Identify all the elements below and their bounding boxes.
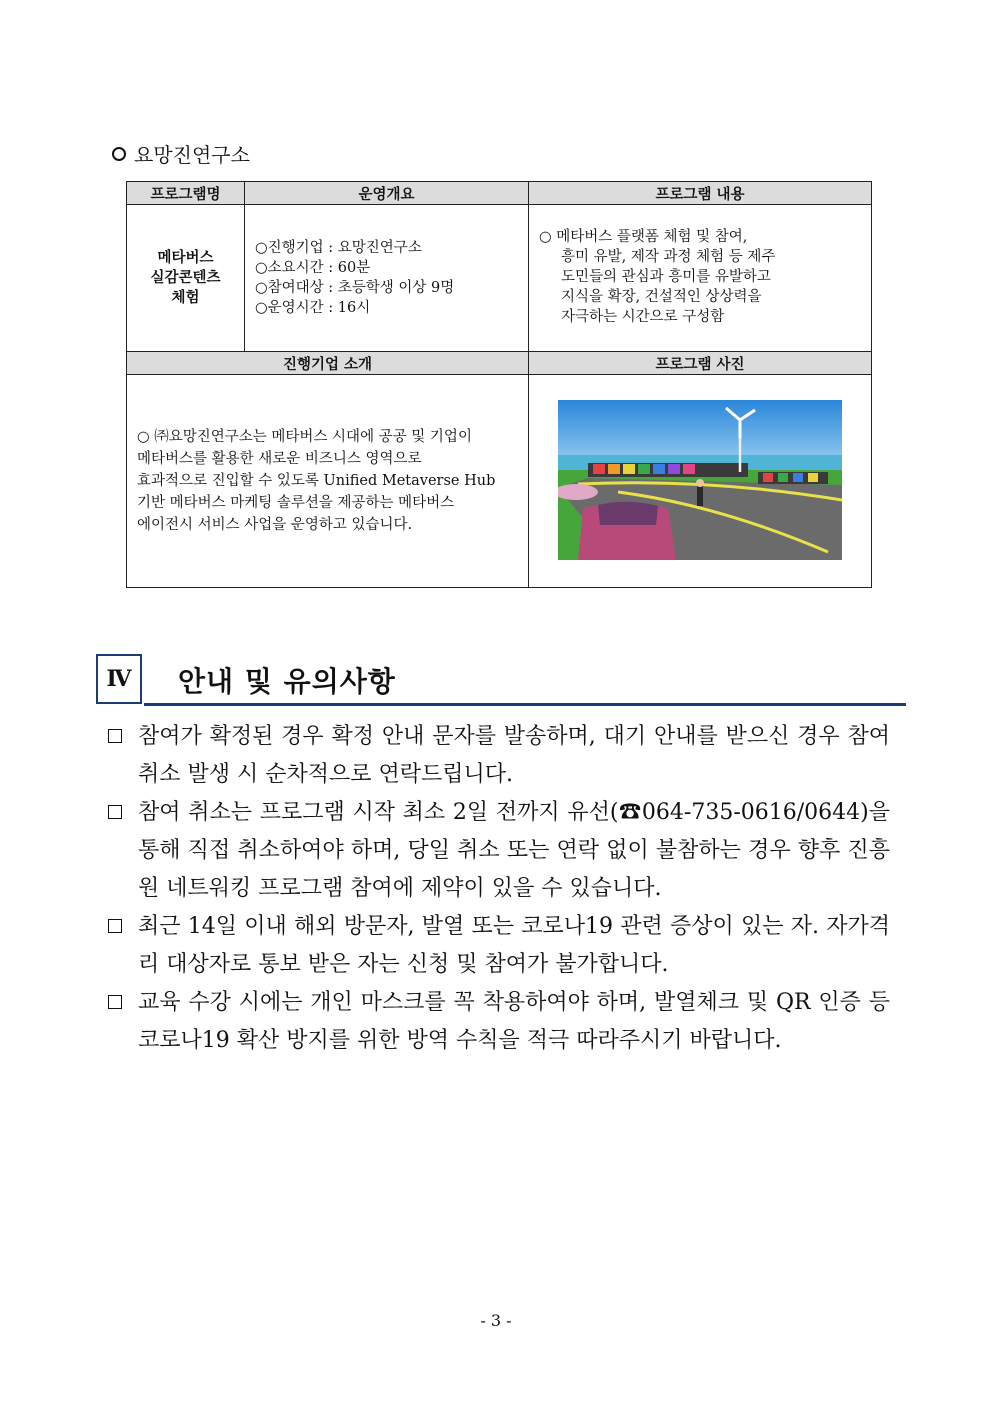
program-name-cell (127, 205, 245, 352)
intro-line: 에이전시 서비스 사업을 운영하고 있습니다. (137, 517, 413, 533)
content-line: 지식을 확장, 건설적인 상상력을 (561, 289, 762, 305)
sub-heading-title: 요망진연구소 (134, 143, 250, 167)
header-company-intro: 진행기업 소개 (127, 352, 529, 375)
overview-cell (245, 205, 529, 352)
intro-line: 기반 메타버스 마케팅 솔루션을 제공하는 메타버스 (137, 495, 455, 511)
content-cell (529, 205, 872, 352)
section-underline (144, 703, 906, 706)
intro-line: 효과적으로 진입할 수 있도록 Unified Metaverse Hub (137, 473, 496, 489)
intro-line: 메타버스를 활용한 새로운 비즈니스 영역으로 (137, 451, 422, 467)
company-intro-cell (127, 375, 529, 588)
overview-line: ○운영시간 : 16시 (255, 300, 371, 316)
notice-item (104, 794, 890, 908)
intro-line: ○ ㈜요망진연구소는 메타버스 시대에 공공 및 기업이 (137, 429, 472, 445)
notice-text: 참여 취소는 프로그램 시작 최소 2일 전까지 유선(☎064-735-0616/0644)을 통해 직접 취소하여야 하며, 당일 취소 또는 연락 없이 불참하는 경우 향후 진흥원 네트워킹 프로그램 참여에 제약이 있을 수 있습니다. (138, 800, 890, 901)
program-photo (558, 400, 842, 560)
overview-line: ○참여대상 : 초등학생 이상 9명 (255, 280, 455, 296)
content-line: 자극하는 시간으로 구성함 (561, 309, 725, 325)
notice-item (104, 908, 890, 984)
overview-line: ○진행기업 : 요망진연구소 (255, 240, 422, 256)
content-line: 흥미 유발, 제작 과정 체험 등 제주 (561, 249, 776, 265)
notice-text: 교육 수강 시에는 개인 마스크를 꼭 착용하여야 하며, 발열체크 및 QR 인증 등 코로나19 확산 방지를 위한 방역 수칙을 적극 따라주시기 바랍니다. (138, 990, 890, 1053)
notice-list (104, 718, 890, 1060)
square-bullet-icon (108, 805, 122, 819)
content-line: ○ 메타버스 플랫폼 체험 및 참여, (539, 229, 748, 245)
notice-text: 최근 14일 이내 해외 방문자, 발열 또는 코로나19 관련 증상이 있는 자. 자가격리 대상자로 통보 받은 자는 신청 및 참여가 불가합니다. (138, 914, 890, 977)
section-title: 안내 및 유의사항 (178, 665, 396, 698)
notice-item (104, 984, 890, 1060)
square-bullet-icon (108, 919, 122, 933)
program-name-line: 메타버스 (157, 249, 214, 266)
overview-line: ○소요시간 : 60분 (255, 260, 371, 276)
notice-item (104, 718, 890, 794)
program-name-line: 실감콘텐츠 (150, 269, 221, 286)
content-line: 도민들의 관심과 흥미를 유발하고 (561, 269, 771, 285)
page-number: - 3 - (480, 1311, 512, 1330)
section-heading (96, 654, 906, 708)
header-content: 프로그램 내용 (529, 182, 872, 205)
header-photo: 프로그램 사진 (529, 352, 872, 375)
square-bullet-icon (108, 995, 122, 1009)
notice-text: 참여가 확정된 경우 확정 안내 문자를 발송하며, 대기 안내를 받으신 경우 참여 취소 발생 시 순차적으로 연락드립니다. (138, 724, 890, 787)
sub-heading (112, 139, 250, 168)
photo-cell (529, 375, 872, 588)
square-bullet-icon (108, 729, 122, 743)
program-name-line: 체험 (171, 289, 200, 306)
section-number: Ⅳ (96, 654, 142, 704)
program-table (126, 181, 872, 588)
circle-bullet-icon (112, 147, 126, 161)
header-program-name: 프로그램명 (127, 182, 245, 205)
header-overview: 운영개요 (245, 182, 529, 205)
